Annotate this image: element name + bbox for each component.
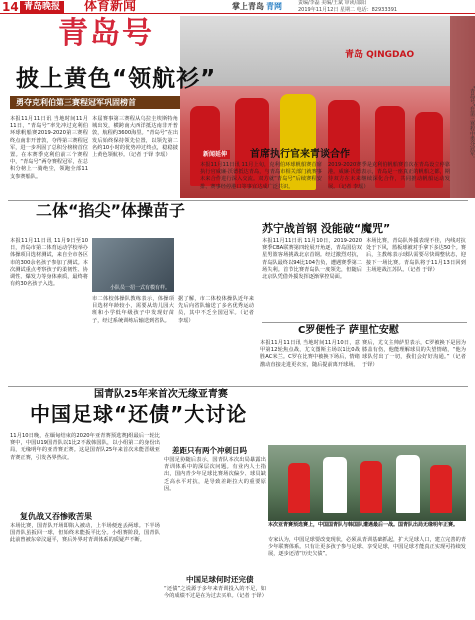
page-number: 14	[2, 0, 19, 14]
u19-subhead-1: 复仇战又吞惨败苦果	[20, 512, 92, 521]
u19-col-2b: “还债”之说源于多年来青训投入的不足，如今的成绩不过是在为过去买单。（记者 于铎）	[164, 586, 267, 600]
cba-col-1: 本报11月11日讯 11月10日，2019-2020赛季CBA联赛第四轮展开角逐，青岛国信双星男篮客场挑战北京首钢。经过激烈对抗，青岛队最终以94比104告负，遭遇赛季第二场失利。首节比赛青岛队一度领先，但随后北京队凭借外援发挥逐渐掌控局面。	[262, 238, 362, 281]
masthead	[0, 0, 475, 14]
u19-match-photo	[268, 445, 466, 521]
boat-hull-text: 青岛 QINGDAO	[345, 50, 415, 60]
player-figure	[288, 463, 310, 513]
u19-col-3: 专家认为，中国足球要改变现状，必须从青训基础抓起，扩大足球人口，建立完善的青少年联赛体系。只有让更多孩子参与足球、享受足球，中国足球才能真正实现可持续发展，逐步还清“历史欠债”。	[268, 537, 466, 558]
player-figure	[430, 465, 452, 513]
lead-story-col-b: 本届赛事第三赛程从乌拉圭埃斯特角城出发，横跨南大西洋抵达南非开普敦，航程约3600海里。“青岛号”在出发后始终保持领先位置，以领先第二名约10小时的优势冲过终点，稳稳披上黄色领航衫。（记者 于铎 李瑶）	[92, 116, 179, 159]
lead-story-col-a: 本报11月11日讯 当地时间11月11日，“青岛号”率先冲过克利伯环球帆船赛2019-2020第三赛程终点南非开普敦，夺得第三赛程冠军，进一步巩固了总积分榜榜首位置。在本赛季克利伯前三个赛程中，“青岛号”两夺赛程冠军，在总积分榜上一骑绝尘，领跑全部11支参赛船队。	[10, 116, 89, 180]
gymnastics-col-2: 市二体校体操队教练表示，体操项目选材年龄较小，需要从幼儿园大班和小学低年级孩子中发现好苗子，经过系统训练后输送到省队。	[92, 296, 174, 324]
u19-subhead-3: 中国足球何时还完债	[186, 575, 254, 584]
editor-info: 责编/李磊 美编/王斌 审读/邵阳 2019年11月12日 星期二 电话：82933391	[298, 0, 398, 13]
section-title: 体育新闻	[84, 0, 137, 14]
u19-kicker: 国青队25年来首次无缘亚青赛	[94, 389, 228, 400]
player-figure	[396, 455, 420, 513]
u19-photo-caption: 本次亚青赛预选赛上，中国国青队与韩国队遭遇最后一战。国青队出局无缘明年正赛。	[268, 522, 459, 528]
gymnastics-photo	[92, 238, 174, 292]
news-extension-box	[200, 150, 450, 198]
qingdao-hao-stamp: 青岛号	[58, 16, 154, 51]
gymnastics-headline: 二体“掐尖”体操苗子	[36, 201, 186, 220]
u19-col-2: 中国足协随后表示，国青队本次出局暴露出青训体系中的深层次问题。有业内人士指出，国内青少年足球比赛场次偏少、球员缺乏高水平对抗，是导致差距拉大的重要原因。	[164, 457, 266, 492]
newspaper-name: 青岛晚报	[20, 1, 64, 13]
ronaldo-headline: C罗便性子 萨里忙安慰	[298, 325, 399, 336]
news-extension-col-1: 本报11月11日讯 11月上旬，克利伯环球帆船赛首席执行官威廉·沃德抵达青岛，与青岛市相关部门就赛事未来合作进行深入交流。双方就“青岛号”后续赛程安排、赛事经停港口等事宜达成广泛共识。	[200, 162, 322, 190]
player-figure	[360, 461, 382, 513]
news-extension-tag: 新闻延伸	[200, 150, 230, 159]
player-figure	[323, 457, 347, 513]
u19-col-1b: 本场比赛，国青队开场即陷入被动，上半场便连丢两球。下半场国青队虽扳回一球，但始终未能扳平比分。小组赛阶段，国青队此前曾被东帝汶逼平，赛后外界对青训体系的质疑声不断。	[10, 523, 160, 544]
divider	[8, 386, 468, 387]
gymnastics-col-3: 据了解，市二体校体操队近年来先后向省队输送了多名优秀运动员，其中不乏全国冠军。（记者 李瑶）	[178, 296, 254, 324]
cba-col-2: 本场比赛，青岛队外援表现不佳，内线对抗处于下风，篮板球被对手拿下多达50个。赛后，主教练表示球队需要尽快调整状态，迎接下一场比赛。青岛队将于11月13日回到主场迎战江苏队。（记者 于铎）	[366, 238, 466, 273]
gymnastics-photo-caption: 小队员一招一式有模有样。	[110, 285, 171, 291]
ronaldo-col-1: 本报11月11日讯 当地时间11月10日，意甲第12轮焦点战，尤文图斯主场以1比0战胜AC米兰。C罗在比赛中被换下场后，情绪激动直接走进更衣室，随后提前离开球场。	[260, 340, 360, 368]
cba-headline: 苏宁战首钢 没能破“魔咒”	[262, 222, 391, 235]
main-headline: 披上黄色“领航衫”	[16, 66, 217, 92]
hero-side-caption: “青岛号”在第三赛程中勇夺冠军。	[469, 86, 475, 162]
ronaldo-col-2: 赛后，尤文主帅萨里表示，C罗被换下是因为膝盖有伤，他能理解球员的失望情绪，“他为球队付出了一切，我们会好好沟通。”（记者 于铎）	[362, 340, 466, 368]
app-logo-zhangshang: 掌上青岛	[232, 2, 264, 11]
app-logo-qingwang: 青网	[266, 2, 282, 11]
u19-col-1: 11月10日晚，在缅甸结束的2020年亚青赛预选赛J组最后一轮比赛中，中国U19国青队以1比2不敌韩国队，以小组第二的身份出局，无缘明年的亚青赛正赛。这是国青队25年来首次未能晋级亚青赛正赛，引发各界热议。	[10, 433, 160, 461]
divider	[262, 322, 467, 323]
gymnastics-col-1: 本报11月11日讯 11月9日至10日，青岛市第二体育运动学校举办体操项目选材测试，来自全市各区市的300余名孩子参加了测试。本次测试重点考察孩子的柔韧性、协调性、爆发力等身体素质，最终将有约30名孩子入选。	[10, 238, 88, 288]
u19-subhead-2: 差距只有两个冲刺日吗	[172, 446, 247, 455]
u19-headline: 中国足球“还债”大讨论	[30, 402, 248, 426]
news-extension-col-2: 2019-2020赛季是克利伯帆船赛首次在青岛设立停靠港。威廉·沃德表示，青岛是一座真正的帆船之都，期待双方在未来继续深化合作，共同推动帆船运动发展。（记者 李瑶）	[328, 162, 450, 190]
main-subheadline: 勇夺克利伯第三赛程冠军巩固榜首	[10, 96, 180, 109]
news-extension-headline: 首席执行官来青谈合作	[250, 149, 350, 160]
